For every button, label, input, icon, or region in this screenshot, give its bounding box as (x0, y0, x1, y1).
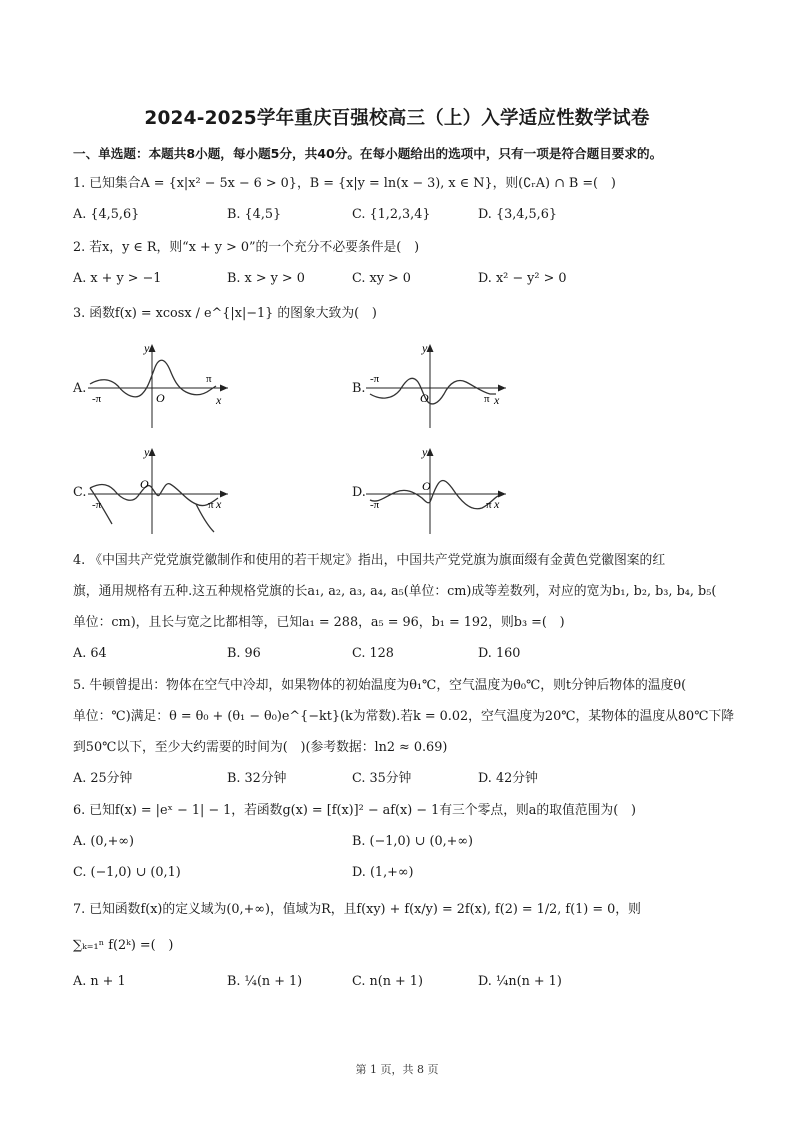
question-5-line-1: 5. 牛顿曾提出：物体在空气中冷却，如果物体的初始温度为θ₁℃，空气温度为θ₀℃，则t分钟后物体的温度θ( (73, 678, 687, 693)
q6-option-a: A. (0,+∞) (73, 834, 134, 849)
question-1-text: 1. 已知集合A = {x|x² − 5x − 6 > 0}，B = {x|y = ln(x − 3), x ∈ N}，则(∁ᵣA) ∩ B =( ) (73, 176, 616, 191)
graph-d-pi: π (486, 499, 492, 511)
question-2-text: 2. 若x，y ∈ R，则“x + y > 0”的一个充分不必要条件是( ) (73, 240, 420, 255)
question-6-text: 6. 已知f(x) = |eˣ − 1| − 1，若函数g(x) = [f(x)]² − af(x) − 1有三个零点，则a的取值范围为( ) (73, 803, 636, 818)
section-header: 一、单选题：本题共8小题，每小题5分，共40分。在每小题给出的选项中，只有一项是符合题目要求的。 (73, 146, 663, 161)
graph-c-x-label: x (216, 497, 222, 511)
question-4-line-2: 旗，通用规格有五种.这五种规格党旗的长a₁, a₂, a₃, a₄, a₅(单位：cm)成等差数列，对应的宽为b₁, b₂, b₃, b₄, b₅( (73, 584, 717, 599)
q7-option-b: B. ¼(n + 1) (227, 974, 303, 989)
graph-d-origin: O (422, 479, 431, 493)
question-5-line-2: 单位：℃)满足：θ = θ₀ + (θ₁ − θ₀)e^{−kt}(k为常数).若k = 0.02，空气温度为20℃，某物体的温度从80℃下降 (73, 709, 735, 724)
q6-option-c: C. (−1,0) ∪ (0,1) (73, 865, 181, 880)
q7-option-a: A. n + 1 (73, 974, 126, 989)
question-3-text: 3. 函数f(x) = xcosx / e^{|x|−1} 的图象大致为( ) (73, 306, 377, 321)
graph-b-origin: O (420, 391, 429, 405)
graph-d-x-label: x (494, 497, 500, 511)
q4-option-d: D. 160 (478, 646, 521, 661)
q5-option-c: C. 35分钟 (352, 771, 412, 786)
graph-a-y-label: y (144, 341, 150, 355)
q1-option-b: B. {4,5} (227, 207, 282, 222)
question-4-line-1: 4. 《中国共产党党旗党徽制作和使用的若干规定》指出，中国共产党党旗为旗面缀有金黄色党徽图案的红 (73, 553, 666, 568)
q6-option-b: B. (−1,0) ∪ (0,+∞) (352, 834, 474, 849)
graph-a (88, 340, 238, 430)
graph-b-y-label: y (422, 341, 428, 355)
graph-a-origin: O (156, 391, 165, 405)
q3-option-c: C. (73, 485, 87, 500)
graph-a-x-label: x (216, 393, 222, 407)
q3-option-a: A. (73, 381, 87, 396)
graph-c-origin: O (140, 477, 149, 491)
graph-d (366, 444, 516, 536)
graph-d-neg-pi: -π (370, 499, 380, 511)
graph-c (88, 444, 238, 536)
question-7-line-2: ∑ₖ₌₁ⁿ f(2ᵏ) =( ) (73, 938, 174, 953)
graph-c-pi: π (208, 499, 214, 511)
graph-d-y-label: y (422, 445, 428, 459)
q1-option-a: A. {4,5,6} (73, 207, 140, 222)
question-4-line-3: 单位：cm)，且长与宽之比都相等，已知a₁ = 288，a₅ = 96，b₁ = 192，则b₃ =( ) (73, 615, 565, 630)
graph-b (366, 340, 516, 430)
q2-option-a: A. x + y > −1 (73, 271, 162, 286)
q4-option-c: C. 128 (352, 646, 394, 661)
q4-option-b: B. 96 (227, 646, 261, 661)
question-5-line-3: 到50℃以下，至少大约需要的时间为( )(参考数据：ln2 ≈ 0.69) (73, 740, 448, 755)
q5-option-a: A. 25分钟 (73, 771, 133, 786)
graph-c-neg-pi: -π (92, 499, 102, 511)
graph-c-y-label: y (144, 445, 150, 459)
q2-option-c: C. xy > 0 (352, 271, 411, 286)
q2-option-d: D. x² − y² > 0 (478, 271, 567, 286)
q4-option-a: A. 64 (73, 646, 107, 661)
q2-option-b: B. x > y > 0 (227, 271, 305, 286)
graph-b-neg-pi: -π (370, 373, 380, 385)
q5-option-b: B. 32分钟 (227, 771, 287, 786)
q6-option-d: D. (1,+∞) (352, 865, 414, 880)
q3-option-b: B. (352, 381, 366, 396)
exam-title: 2024-2025学年重庆百强校高三（上）入学适应性数学试卷 (144, 108, 650, 129)
q1-option-d: D. {3,4,5,6} (478, 207, 557, 222)
q1-option-c: C. {1,2,3,4} (352, 207, 431, 222)
page-footer: 第 1 页，共 8 页 (355, 1063, 439, 1076)
q7-option-d: D. ¼n(n + 1) (478, 974, 562, 989)
q7-option-c: C. n(n + 1) (352, 974, 423, 989)
graph-b-pi: π (484, 393, 490, 405)
q3-option-d: D. (352, 485, 366, 500)
q5-option-d: D. 42分钟 (478, 771, 538, 786)
graph-b-x-label: x (494, 393, 500, 407)
graph-a-pi: π (206, 373, 212, 385)
graph-a-neg-pi: -π (92, 393, 102, 405)
question-7-line-1: 7. 已知函数f(x)的定义域为(0,+∞)，值域为R，且f(xy) + f(x/y) = 2f(x), f(2) = 1/2, f(1) = 0，则 (73, 902, 641, 917)
